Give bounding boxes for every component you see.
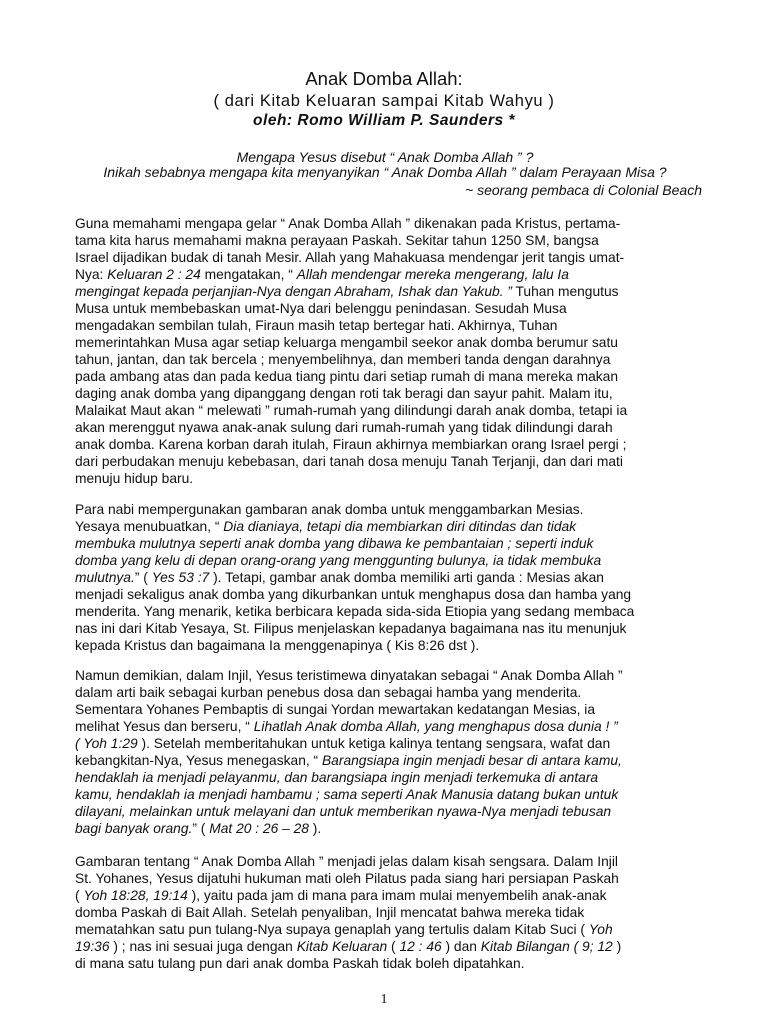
paragraph-line [75, 870, 705, 887]
paragraph-line [75, 620, 705, 637]
text-run: Tuhan mengutus [511, 284, 619, 299]
paragraph-line [75, 266, 705, 283]
text-run: ). [308, 821, 322, 836]
italic-text-run: Allah mendengar mereka mengerang, lalu Ia [296, 267, 569, 282]
text-run: Sementara Yohanes Pembaptis di sungai Yordan mewartakan kedatangan Mesias, ia [75, 702, 596, 717]
text-run: pada ambang atas dan pada kedua tiang pintu dari setiap rumah di mana mereka makan [75, 369, 619, 384]
text-run: akan merenggut nyawa anak-anak sulung dari rumah-rumah yang tidak dilindungi darah [75, 420, 613, 435]
text-run: Namun demikian, dalam Injil, Yesus teristimewa dinyatakan sebagai “ Anak Domba Allah ” [75, 668, 623, 683]
text-run: menuju hidup baru. [75, 471, 194, 486]
paragraph-line [75, 769, 705, 786]
paragraph-line [75, 853, 705, 870]
text-run: Israel dijadikan budak di tanah Mesir. Allah yang Mahakuasa mendengar jerit tangis umat- [75, 250, 625, 265]
italic-text-run: ( [75, 736, 84, 751]
text-run: ( [75, 888, 84, 903]
paragraph-line [75, 351, 705, 368]
text-run: Yesaya menubuatkan, “ [75, 519, 224, 534]
text-run: dari perbudakan menuju kebebasan, dari tanah dosa menuju Tanah Terjanji, dan dari mati [75, 454, 623, 469]
italic-text-run: Keluaran 2 : 24 [107, 267, 201, 282]
document-title: Anak Domba Allah: [305, 68, 463, 89]
paragraph-line [75, 470, 705, 487]
text-run: ). Setelah memberitahukan untuk ketiga kalinya tentang sengsara, wafat dan [137, 736, 611, 751]
question-attribution: ~ seorang pembaca di Colonial Beach [465, 182, 702, 198]
italic-text-run: Yoh [588, 922, 613, 937]
italic-text-run: Lihatlah Anak domba Allah, yang menghapus dosa dunia ! ” [253, 719, 618, 734]
italic-text-run: Yes 53 :7 [151, 570, 210, 585]
text-run: domba Paskah di Bait Allah. Setelah penyaliban, Injil mencatat bahwa mereka tidak [75, 905, 585, 920]
text-run: mengadakan sembilan tulah, Firaun masih tetap bertegar hati. Akhirnya, Tuhan [75, 318, 558, 333]
text-run: Malaikat Maut akan “ melewati ” rumah-rumah yang dilindungi darah anak domba, tetapi ia [75, 403, 628, 418]
paragraph-line [75, 684, 705, 701]
text-run: Nya: [75, 267, 108, 282]
text-run: Musa untuk membebaskan umat-Nya dari belenggu penindasan. Sesudah Musa [75, 301, 567, 316]
document-subtitle: ( dari Kitab Keluaran sampai Kitab Wahyu ) [213, 92, 555, 110]
paragraph-line [75, 300, 705, 317]
italic-text-run: hendaklah ia menjadi pelayanmu, dan barangsiapa ingin menjadi terkemuka di antara [75, 770, 599, 785]
paragraph-line [75, 419, 705, 436]
italic-text-run: Yoh 18:28, 19:14 [83, 888, 188, 903]
text-run: ” ( [134, 570, 152, 585]
text-run: kepada Kristus dan bagaimana Ia menggenapinya ( Kis 8:26 dst ). [75, 638, 480, 653]
document-author: oleh: Romo William P. Saunders * [253, 112, 515, 129]
text-run: menjadi sekaligus anak domba yang dikurbankan untuk menghapus dosa dan hamba yang [75, 587, 632, 602]
paragraph-line [75, 955, 705, 972]
body-paragraph-3 [75, 667, 705, 837]
paragraph-line [75, 334, 705, 351]
text-run: ), yaitu pada jam di mana para imam mulai menyembelih anak-anak [187, 888, 607, 903]
text-run: mengatakan, “ [200, 267, 297, 282]
paragraph-line [75, 752, 705, 769]
paragraph-line [75, 453, 705, 470]
paragraph-line [75, 887, 705, 904]
paragraph-line [75, 215, 705, 232]
text-run: ) [612, 939, 622, 954]
italic-text-run: Barangsiapa ingin menjadi besar di antara kamu, [321, 753, 622, 768]
paragraph-line [75, 586, 705, 603]
italic-text-run: mengingat kepada perjanjian-Nya dengan Abraham, Ishak dan Yakub. ” [75, 284, 512, 299]
paragraph-line [75, 552, 705, 569]
italic-text-run: bagi banyak orang. [75, 821, 193, 836]
paragraph-line [75, 938, 705, 955]
text-run: tahun, jantan, dan tak bercela ; menyembelihnya, dan memberi tanda dengan darahnya [75, 352, 611, 367]
paragraph-line [75, 518, 705, 535]
italic-text-run: Yoh 1:29 [83, 736, 138, 751]
italic-text-run: Kitab Bilangan ( 9; 12 [480, 939, 613, 954]
text-run: memerintahkan Musa agar setiap keluarga mengambil seekor anak domba berumur satu [75, 335, 618, 350]
text-run: ” ( [192, 821, 210, 836]
text-run: ) ; nas ini sesuai juga dengan [109, 939, 297, 954]
text-run: ( [387, 939, 400, 954]
text-run: Guna memahami mengapa gelar “ Anak Domba Allah ” dikenakan pada Kristus, pertama- [75, 216, 621, 231]
text-run: Para nabi mempergunakan gambaran anak domba untuk menggambarkan Mesias. [75, 502, 584, 517]
paragraph-line [75, 501, 705, 518]
paragraph-line [75, 786, 705, 803]
text-run: ) dan [441, 939, 481, 954]
text-run: St. Yohanes, Yesus dijatuhi hukuman mati oleh Pilatus pada siang hari persiapan Paskah [75, 871, 619, 886]
text-run: di mana satu tulang pun dari anak domba Paskah tidak boleh dipatahkan. [75, 956, 525, 971]
paragraph-line [75, 701, 705, 718]
italic-text-run: dilayani, melainkan untuk melayani dan untuk memberikan nyawa-Nya menjadi tebusan [75, 804, 612, 819]
text-run: daging anak domba yang dipanggang dengan roti tak beragi dan sayur pahit. Malam itu, [75, 386, 613, 401]
paragraph-line [75, 385, 705, 402]
text-run: tama kita harus memahami makna perayaan Paskah. Sekitar tahun 1250 SM, bangsa [75, 233, 599, 248]
paragraph-line [75, 603, 705, 620]
text-run: mematahkan satu pun tulang-Nya supaya genaplah yang tertulis dalam Kitab Suci ( [75, 922, 589, 937]
paragraph-line [75, 317, 705, 334]
italic-text-run: Mat 20 : 26 – 28 [209, 821, 309, 836]
paragraph-line [75, 735, 705, 752]
page-number: 1 [380, 992, 388, 1007]
text-run: anak domba. Karena korban darah itulah, Firaun akhirnya membiarkan orang Israel pergi ; [75, 437, 627, 452]
paragraph-line [75, 232, 705, 249]
text-run: melihat Yesus dan berseru, “ [75, 719, 254, 734]
paragraph-line [75, 283, 705, 300]
reader-question-line-1: Mengapa Yesus disebut “ Anak Domba Allah ” ? [236, 149, 534, 165]
paragraph-line [75, 535, 705, 552]
text-run: menderita. Yang menarik, ketika berbicara kepada sida-sida Etiopia yang sedang membaca [75, 604, 635, 619]
text-run: ). Tetapi, gambar anak domba memiliki arti ganda : Mesias akan [209, 570, 604, 585]
italic-text-run: Kitab Keluaran [296, 939, 388, 954]
paragraph-line [75, 667, 705, 684]
body-paragraph-4 [75, 853, 705, 972]
paragraph-line [75, 637, 705, 654]
paragraph-line [75, 249, 705, 266]
italic-text-run: 12 : 46 [399, 939, 442, 954]
text-run: nas ini dari Kitab Yesaya, St. Filipus menjelaskan kepadanya bagaimana nas itu menunjuk [75, 621, 627, 636]
paragraph-line [75, 718, 705, 735]
paragraph-line [75, 436, 705, 453]
paragraph-line [75, 803, 705, 820]
paragraph-line [75, 368, 705, 385]
italic-text-run: 19:36 [75, 939, 110, 954]
paragraph-line [75, 921, 705, 938]
paragraph-line [75, 904, 705, 921]
body-paragraph-2 [75, 501, 705, 654]
body-paragraph-1 [75, 215, 705, 487]
text-run: kebangkitan-Nya, Yesus menegaskan, “ [75, 753, 322, 768]
italic-text-run: Dia dianiaya, tetapi dia membiarkan diri ditindas dan tidak [223, 519, 577, 534]
paragraph-line [75, 820, 705, 837]
italic-text-run: mulutnya. [75, 570, 135, 585]
paragraph-line [75, 569, 705, 586]
italic-text-run: membuka mulutnya seperti anak domba yang dibawa ke pembantaian ; seperti induk [75, 536, 594, 551]
italic-text-run: kamu, hendaklah ia menjadi hambamu ; sama seperti Anak Manusia datang bukan untuk [75, 787, 619, 802]
text-run: dalam arti baik sebagai kurban penebus dosa dan sebagai hamba yang menderita. [75, 685, 582, 700]
paragraph-line [75, 402, 705, 419]
text-run: Gambaran tentang “ Anak Domba Allah ” menjadi jelas dalam kisah sengsara. Dalam Injil [75, 854, 618, 869]
italic-text-run: domba yang kelu di depan orang-orang yang menggunting bulunya, ia tidak membuka [75, 553, 602, 568]
reader-question-line-2: Inikah sebabnya mengapa kita menyanyikan “ Anak Domba Allah ” dalam Perayaan Misa ? [103, 164, 667, 180]
